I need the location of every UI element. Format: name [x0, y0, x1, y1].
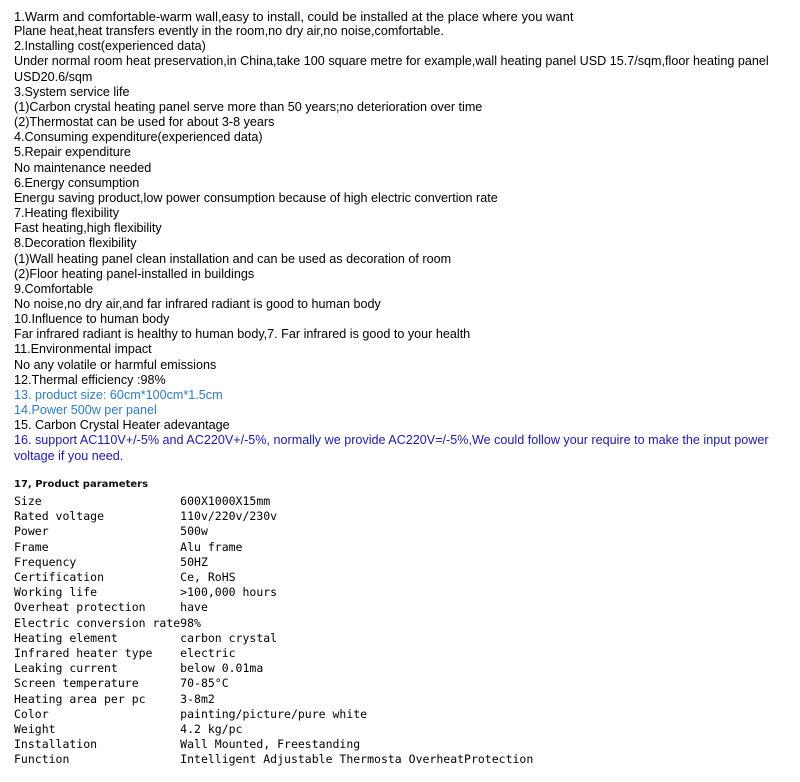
intro-line: (2)Thermostat can be used for about 3-8 years	[14, 115, 275, 130]
intro-line: No noise,no dry air,and far infrared radiant is good to human body	[14, 296, 381, 311]
voltage-support-line: 16. support AC110V+/-5% and AC220V+/-5%, normally we provide AC220V=/-5%,We could follow your require to make the input power voltage if you need.	[14, 433, 769, 463]
intro-line: No any volatile or harmful emissions	[14, 357, 217, 372]
intro-line: 12.Thermal efficiency :98%	[14, 372, 166, 387]
param-value: have	[180, 600, 208, 615]
param-value: 70-85°C	[180, 676, 229, 691]
param-key: Color	[14, 706, 49, 721]
param-value: 110v/220v/230v	[180, 509, 278, 524]
intro-line: Far infrared radiant is healthy to human body,7. Far infrared is good to your health	[14, 327, 471, 342]
intro-line: 11.Environmental impact	[14, 342, 152, 357]
param-row	[14, 570, 784, 585]
param-value: 4.2 kg/pc	[180, 722, 243, 737]
param-key: Size	[14, 494, 42, 508]
param-row	[14, 540, 784, 555]
intro-line: (2)Floor heating panel-installed in buildings	[14, 266, 255, 281]
param-key: Installation	[14, 737, 98, 752]
param-key: Power	[14, 524, 49, 539]
intro-line: Energu saving product,low power consumption because of high electric convertion rate	[14, 190, 498, 205]
document-body	[14, 9, 784, 464]
intro-line: 7.Heating flexibility	[14, 206, 119, 221]
param-key: Infrared heater type	[14, 646, 153, 661]
param-value: carbon crystal	[180, 630, 278, 645]
intro-line: 9.Comfortable	[14, 281, 94, 296]
param-key: Overheat protection	[14, 600, 146, 615]
advantage-line: 15. Carbon Crystal Heater adevantage	[14, 418, 230, 433]
param-row	[14, 524, 784, 539]
param-row	[14, 585, 784, 600]
param-key: Electric conversion rate	[14, 615, 181, 630]
intro-line: 1.Warm and comfortable-warm wall,easy to install, could be installed at the place where you want	[14, 9, 574, 24]
param-key: Leaking current	[14, 661, 118, 676]
param-value: 500w	[180, 524, 208, 539]
product-size-line: 13. product size: 60cm*100cm*1.5cm	[14, 387, 223, 402]
param-row	[14, 494, 784, 509]
param-value: Intelligent Adjustable Thermosta OverheatProtection	[180, 752, 534, 767]
param-row	[14, 661, 784, 676]
param-value: Wall Mounted, Freestanding	[180, 737, 361, 752]
intro-line: 2.Installing cost(experienced data)	[14, 39, 206, 54]
intro-line: (1)Wall heating panel clean installation and can be used as decoration of room	[14, 251, 452, 266]
param-row	[14, 722, 784, 737]
param-key: Frequency	[14, 554, 77, 569]
intro-line: Fast heating,high flexibility	[14, 221, 162, 236]
param-row	[14, 737, 784, 752]
intro-line: No maintenance needed	[14, 160, 152, 175]
param-key: Frame	[14, 539, 49, 554]
param-value: 50HZ	[180, 554, 208, 569]
param-value: Ce, RoHS	[180, 570, 236, 585]
param-value: painting/picture/pure white	[180, 706, 368, 721]
intro-line: 8.Decoration flexibility	[14, 236, 137, 251]
param-row	[14, 509, 784, 524]
param-row	[14, 616, 784, 631]
intro-line: 6.Energy consumption	[14, 175, 140, 190]
param-row	[14, 752, 784, 767]
param-value: Alu frame	[180, 539, 243, 554]
param-value: 98%	[180, 615, 201, 630]
param-row	[14, 646, 784, 661]
param-value: below 0.01ma	[180, 661, 264, 676]
param-key: Working life	[14, 585, 98, 600]
param-row	[14, 555, 784, 570]
intro-line: 5.Repair expenditure	[14, 145, 131, 160]
intro-line: 10.Influence to human body	[14, 312, 170, 327]
param-row	[14, 692, 784, 707]
param-row	[14, 600, 784, 615]
param-row	[14, 676, 784, 691]
intro-line: Under normal room heat preservation,in China,take 100 square metre for example,wall heating panel USD 15.7/sqm,floor heating panel USD20.6/sqm	[14, 54, 769, 84]
param-key: Heating element	[14, 630, 118, 645]
param-row	[14, 631, 784, 646]
param-row	[14, 707, 784, 722]
param-value: >100,000 hours	[180, 585, 278, 600]
param-key: Screen temperature	[14, 676, 139, 691]
intro-line: (1)Carbon crystal heating panel serve more than 50 years;no deterioration over time	[14, 99, 483, 114]
intro-line: Plane heat,heat transfers evently in the room,no dry air,no noise,comfortable.	[14, 24, 444, 39]
power-line: 14.Power 500w per panel	[14, 403, 157, 418]
product-parameters-title: 17, Product parameters	[14, 479, 149, 490]
param-key: Certification	[14, 570, 105, 585]
param-key: Function	[14, 752, 70, 767]
param-key: Weight	[14, 722, 56, 737]
param-value: electric	[180, 646, 236, 661]
param-value: 3-8m2	[180, 691, 215, 706]
intro-line: 3.System service life	[14, 84, 130, 99]
product-parameters-table	[14, 494, 784, 768]
param-value: 600X1000X15mm	[180, 494, 271, 508]
param-key: Heating area per pc	[14, 691, 146, 706]
intro-line: 4.Consuming expenditure(experienced data)	[14, 130, 263, 145]
param-key: Rated voltage	[14, 509, 105, 524]
